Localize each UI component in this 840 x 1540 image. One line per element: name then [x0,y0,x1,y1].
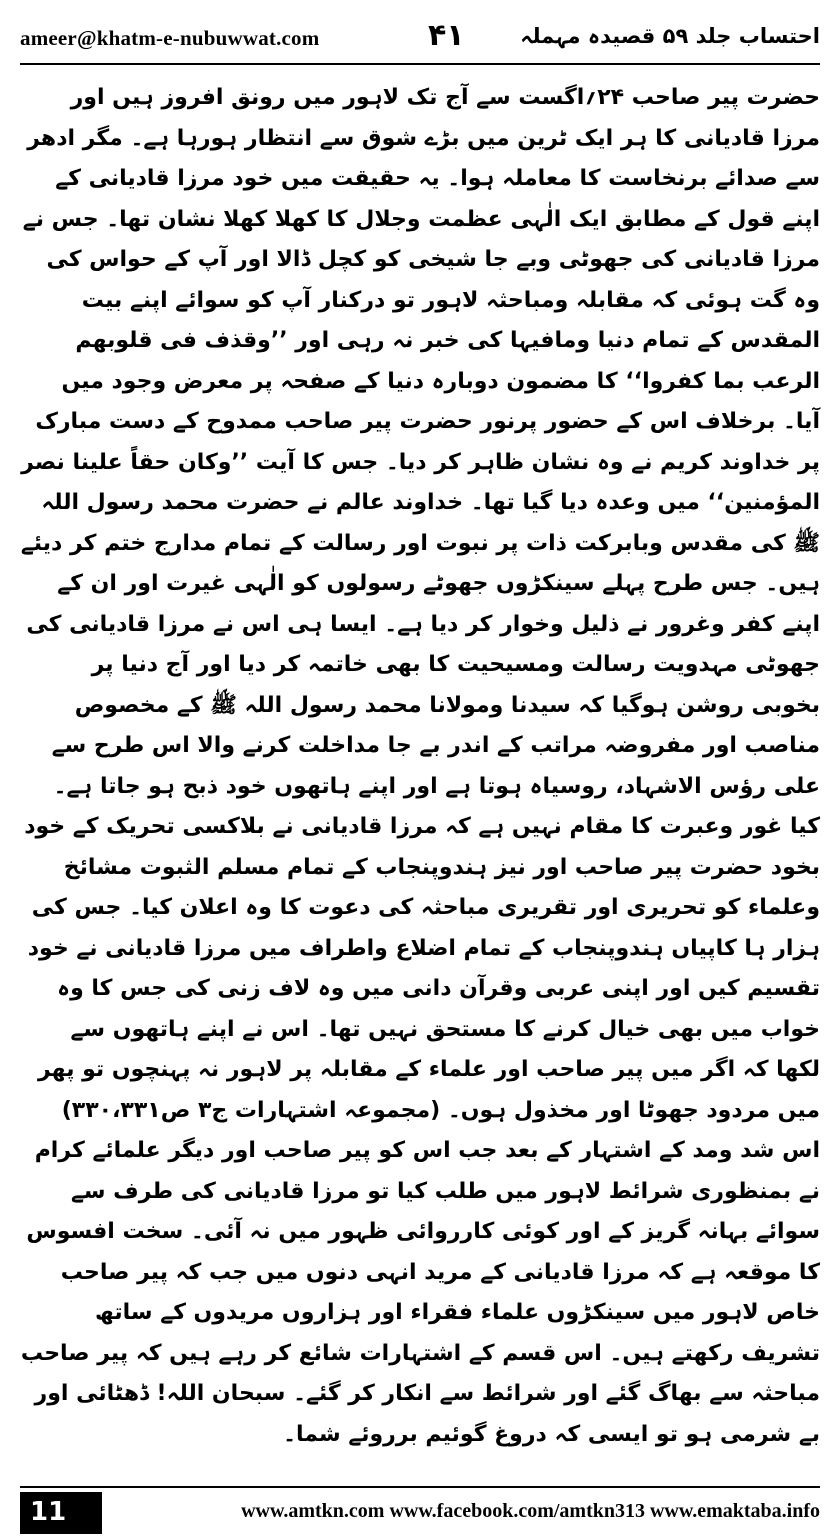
page-number: ۴۱ [428,18,465,53]
page-header [20,18,820,62]
footer-links[interactable]: www.amtkn.com www.facebook.com/amtkn313 www.emaktaba.info [241,1500,820,1522]
header-rule [20,63,820,65]
body-paragraph: حضرت پیر صاحب ۲۴؍اگست سے آج تک لاہور میں رونق افروز ہیں اور مرزا قادیانی کا ہر ایک ٹرین میں بڑے شوق سے انتظار ہورہا ہے۔ مگر ادھر سے صدائے برنخاست کا معاملہ ہوا۔ یہ حقیقت میں خود مرزا قادیانی کے اپنے قول کے مطابق ایک الٰہی عظمت وجلال کا کھلا کھلا نشان تھا۔ جس نے مرزا قادیانی کی جھوٹی وبے جا شیخی کو کچل ڈالا اور آپ کے حواس کی وہ گت ہوئی کہ مقابلہ ومباحثہ لاہور تو درکنار آپ کو سوائے اپنے بیت المقدس کے تمام دنیا ومافیہا کی خبر نہ رہی اور ’’وقذف فی قلوبھم الرعب بما کفروا‘‘ کا مضمون دوبارہ دنیا کے صفحہ پر معرض وجود میں آیا۔ برخلاف اس کے حضور پرنور حضرت پیر صاحب ممدوح کے دست مبارک پر خداوند کریم نے وہ نشان ظاہر کر دیا۔ جس کا آیت ’’وکان حقاً علینا نصر المؤمنین‘‘ میں وعدہ دیا گیا تھا۔ خداوند عالم نے حضرت محمد رسول اللہ ﷺ کی مقدس وبابرکت ذات پر نبوت اور رسالت کے تمام مدارج ختم کر دیئے ہیں۔ جس طرح پہلے سینکڑوں جھوٹے رسولوں کو الٰہی غیرت اور ان کے اپنے کفر وغرور نے ذلیل وخوار کر دیا ہے۔ ایسا ہی اس نے مرزا قادیانی کی جھوٹی مہدویت رسالت ومسیحیت کا بھی خاتمہ کر دیا اور آج دنیا پر بخوبی روشن ہوگیا کہ سیدنا ومولانا محمد رسول اللہ ﷺ کے مخصوص مناصب اور مفروضہ مراتب کے اندر بے جا مداخلت کرنے والا اس طرح سے علی رؤس الاشہاد، روسیاہ ہوتا ہے اور اپنے ہاتھوں خود ذبح ہو جاتا ہے۔ کیا غور وعبرت کا مقام نہیں ہے کہ مرزا قادیانی نے بلاکسی تحریک کے خود بخود حضرت پیر صاحب اور نیز ہندوپنجاب کے تمام مسلم الثبوت مشائخ وعلماء کو تحریری اور تقریری مباحثہ کی دعوت کا وہ اعلان کیا۔ جس کی ہزار ہا کاپیاں ہندوپنجاب کے تمام اضلاع واطراف میں مرزا قادیانی نے خود تقسیم کیں اور اپنی عربی وقرآن دانی میں وہ لاف زنی کی جس کا وہ خواب میں بھی خیال کرنے کا مستحق نہیں تھا۔ اس نے اپنے ہاتھوں سے لکھا کہ اگر میں پیر صاحب اور علماء کے مقابلہ پر لاہور نہ پہنچوں تو پھر میں مردود جھوٹا اور مخذول ہوں۔ (مجموعہ اشتہارات ج۳ ص۳۳۰،۳۳۱) اس شد ومد کے اشتہار کے بعد جب اس کو پیر صاحب اور دیگر علمائے کرام نے بمنظوری شرائط لاہور میں طلب کیا تو مرزا قادیانی کی طرف سے سوائے بہانہ گریز کے اور کوئی کارروائی ظہور میں نہ آئی۔ سخت افسوس کا موقعہ ہے کہ مرزا قادیانی کے مرید انہی دنوں میں جب کہ پیر صاحب خاص لاہور میں سینکڑوں علماء فقراء اور ہزاروں مریدوں کے ساتھ تشریف رکھتے ہیں۔ اس قسم کے اشتہارات شائع کر رہے ہیں کہ پیر صاحب مباحثہ سے بھاگ گئے اور شرائط سے انکار کر گئے۔ سبحان اللہ! ڈھٹائی اور بے شرمی ہو تو ایسی کہ دروغ گوئیم برروئے شما۔ [20,85,820,1447]
footer-section-number: 11 [20,1492,102,1534]
body-text [20,78,820,1455]
running-title: احتساب جلد ۵۹ قصیدہ مہملہ [520,24,820,48]
footer-rule [20,1486,820,1488]
header-email[interactable]: ameer@khatm-e-nubuwwat.com [20,26,320,50]
